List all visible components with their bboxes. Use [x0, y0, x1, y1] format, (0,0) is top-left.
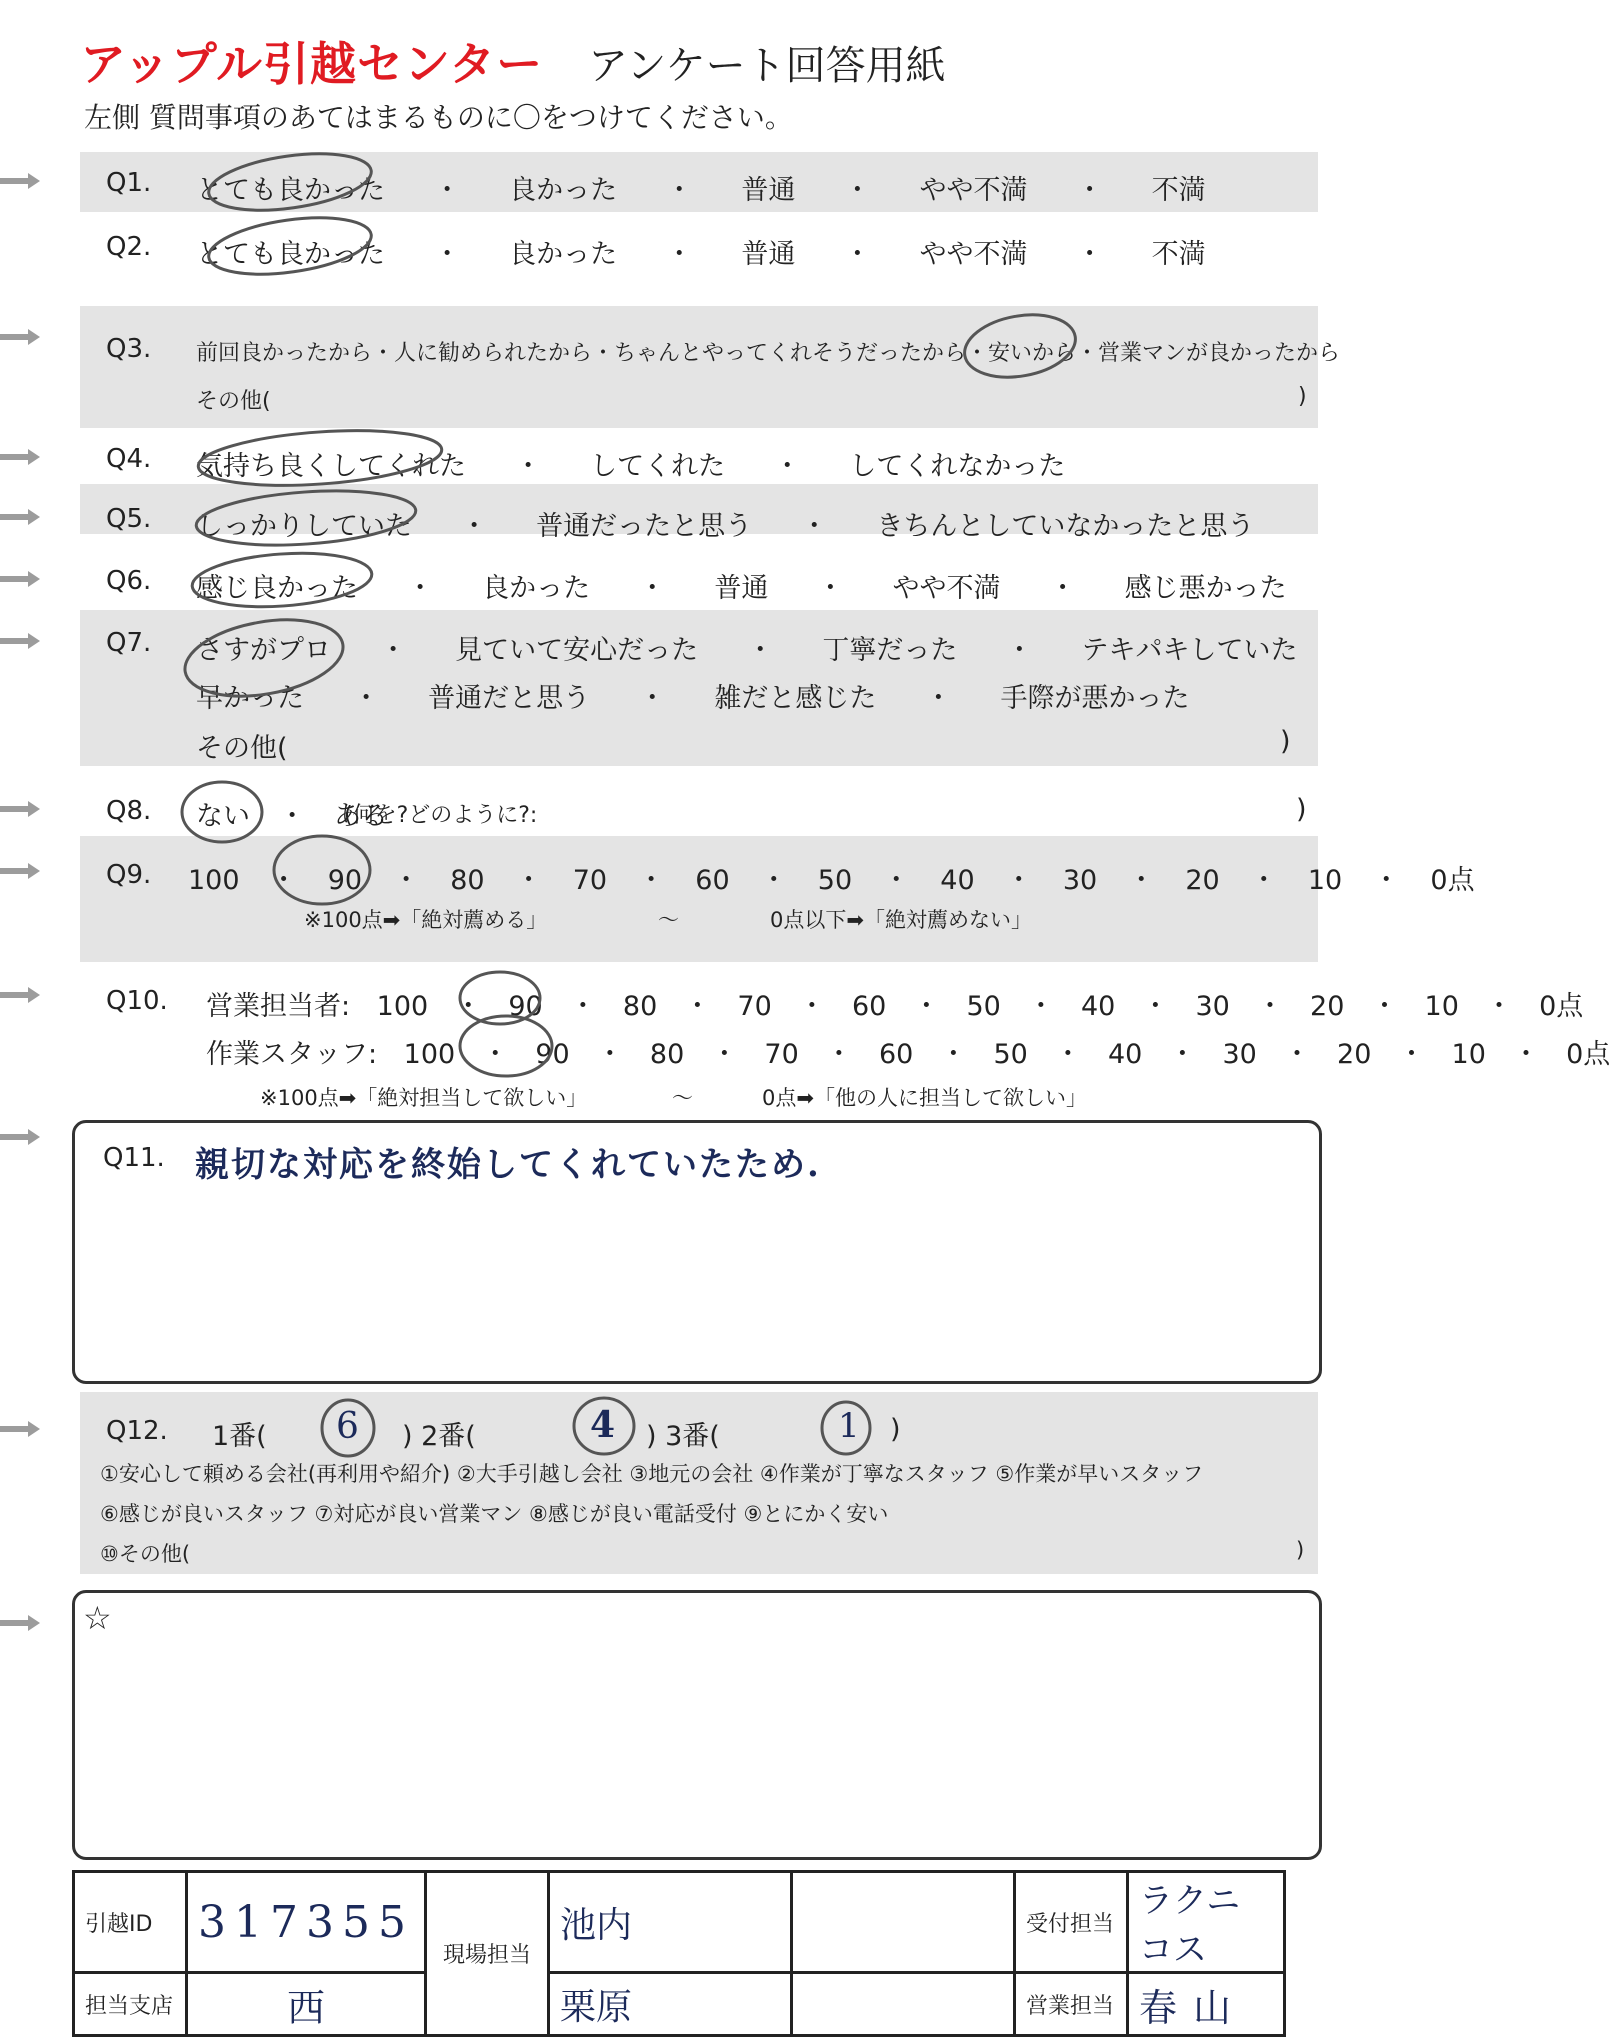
- q12-second-value[interactable]: 4: [590, 1404, 616, 1446]
- site-staff-value-1[interactable]: 池内: [548, 1872, 791, 1973]
- arrow-icon: [0, 512, 40, 522]
- q12-third-value[interactable]: 1: [838, 1406, 860, 1446]
- q3-options[interactable]: 前回良かったから・人に勧められたから・ちゃんとやってくれそうだったから・安いから・営業マンが良かったから: [196, 341, 1341, 366]
- q7-other: その他(: [196, 733, 288, 764]
- q12-first-label: 1番(: [212, 1421, 267, 1452]
- q5-label: Q5.: [106, 504, 152, 534]
- q2-label: Q2.: [106, 232, 152, 262]
- brand-title: アップル引越センター: [80, 37, 544, 91]
- arrow-icon: [0, 176, 40, 186]
- q12-options-line3: ⑩その他(: [100, 1542, 191, 1566]
- site-staff-label: 現場担当: [425, 1872, 548, 2036]
- arrow-icon: [0, 1424, 40, 1434]
- q10-note-left: ※100点➡「絶対担当して欲しい」: [260, 1086, 588, 1110]
- q6-options[interactable]: 感じ良かった ・ 良かった ・ 普通 ・ やや不満 ・ 感じ悪かった: [196, 573, 1287, 604]
- q12-options-close: ): [1296, 1538, 1305, 1562]
- q8-close: ): [1296, 794, 1307, 825]
- arrow-icon: [0, 574, 40, 584]
- empty-cell: [791, 1872, 1014, 1973]
- q12-options-line2: ⑥感じが良いスタッフ ⑦対応が良い営業マン ⑧感じが良い電話受付 ⑨とにかく安い: [100, 1502, 889, 1526]
- q1-options[interactable]: とても良かった ・ 良かった ・ 普通 ・ やや不満 ・ 不満: [196, 175, 1206, 206]
- q2-options[interactable]: とても良かった ・ 良かった ・ 普通 ・ やや不満 ・ 不満: [196, 239, 1206, 270]
- q10-note-right: 0点➡「他の人に担当して欲しい」: [762, 1086, 1087, 1110]
- q10-sales-scores[interactable]: 営業担当者: 100 ・ 90 ・ 80 ・ 70 ・ 60 ・ 50 ・ 40 ・ 30 ・ 20 ・ 10 ・ 0点: [206, 991, 1584, 1022]
- branch-value[interactable]: 西: [187, 1973, 426, 2036]
- q7-options-line2[interactable]: 早かった ・ 普通だと思う ・ 雑だと感じた ・ 手際が悪かった: [196, 683, 1190, 714]
- band-q9: [80, 836, 1318, 962]
- arrow-icon: [0, 804, 40, 814]
- move-id-value[interactable]: 317355: [187, 1872, 426, 1973]
- q12-second-label: ) 2番(: [402, 1421, 476, 1452]
- q11-answer: 親切な対応を終始してくれていたため.: [195, 1145, 821, 1185]
- q11-answer-box[interactable]: [72, 1120, 1322, 1384]
- staff-table: [72, 1870, 1286, 2037]
- q8-note: (何を?どのように?:: [344, 803, 538, 828]
- q12-third-label: ) 3番(: [646, 1421, 720, 1452]
- empty-cell: [791, 1973, 1014, 2036]
- branch-label: 担当支店: [74, 1973, 187, 2036]
- q9-scores[interactable]: 100 ・ 90 ・ 80 ・ 70 ・ 60 ・ 50 ・ 40 ・ 30 ・ 20 ・ 10 ・ 0点: [188, 865, 1475, 896]
- sales-value[interactable]: 春山: [1127, 1973, 1284, 2036]
- q1-label: Q1.: [106, 168, 152, 198]
- instruction: 左側 質問事項のあてはまるものに〇をつけてください。: [84, 101, 793, 134]
- arrow-icon: [0, 452, 40, 462]
- q6-label: Q6.: [106, 566, 152, 596]
- arrow-icon: [0, 990, 40, 1000]
- q12-first-value[interactable]: 6: [336, 1406, 359, 1447]
- q11-label: Q11.: [103, 1143, 165, 1173]
- q7-other-close: ): [1280, 726, 1291, 757]
- q4-label: Q4.: [106, 444, 152, 474]
- reception-value[interactable]: ラクニコス: [1127, 1872, 1284, 1973]
- star-icon: ☆: [83, 1599, 112, 1637]
- q12-options-line1: ①安心して頼める会社(再利用や紹介) ②大手引越し会社 ③地元の会社 ④作業が丁寧なスタッフ ⑤作業が早いスタッフ: [100, 1462, 1204, 1486]
- q9-note-right: 0点以下➡「絶対薦めない」: [770, 908, 1032, 932]
- q9-label: Q9.: [106, 860, 152, 890]
- reception-label: 受付担当: [1014, 1872, 1127, 1973]
- q10-label: Q10.: [106, 986, 168, 1016]
- q10-staff-scores[interactable]: 作業スタッフ: 100 ・ 90 ・ 80 ・ 70 ・ 60 ・ 50 ・ 40 ・ 30 ・ 20 ・ 10 ・ 0点: [206, 1039, 1610, 1070]
- q9-tilde: ～: [658, 908, 679, 932]
- q3-label: Q3.: [106, 334, 152, 364]
- q7-options-line1[interactable]: さすがプロ ・ 見ていて安心だった ・ 丁寧だった ・ テキパキしていた: [196, 635, 1298, 666]
- q8-label: Q8.: [106, 796, 152, 826]
- q7-label: Q7.: [106, 628, 152, 658]
- q3-other-close: ): [1298, 384, 1307, 409]
- arrow-icon: [0, 1132, 40, 1142]
- move-id-label: 引越ID: [74, 1872, 187, 1973]
- q12-end: ): [890, 1414, 901, 1445]
- sales-label: 営業担当: [1014, 1973, 1127, 2036]
- q5-options[interactable]: しっかりしていた ・ 普通だったと思う ・ きちんとしていなかったと思う: [196, 511, 1255, 542]
- form-subtitle: アンケート回答用紙: [588, 43, 946, 89]
- site-staff-value-2[interactable]: 栗原: [548, 1973, 791, 2036]
- arrow-icon: [0, 636, 40, 646]
- q3-other: その他(: [196, 389, 271, 414]
- comment-box[interactable]: [72, 1590, 1322, 1860]
- q9-note-left: ※100点➡「絶対薦める」: [304, 908, 548, 932]
- q10-tilde: ～: [672, 1086, 693, 1110]
- q4-options[interactable]: 気持ち良くしてくれた ・ してくれた ・ してくれなかった: [196, 451, 1066, 482]
- arrow-icon: [0, 866, 40, 876]
- arrow-icon: [0, 332, 40, 342]
- q8-options[interactable]: ない ・ ある: [196, 801, 389, 832]
- q12-label: Q12.: [106, 1416, 168, 1446]
- arrow-icon: [0, 1618, 40, 1628]
